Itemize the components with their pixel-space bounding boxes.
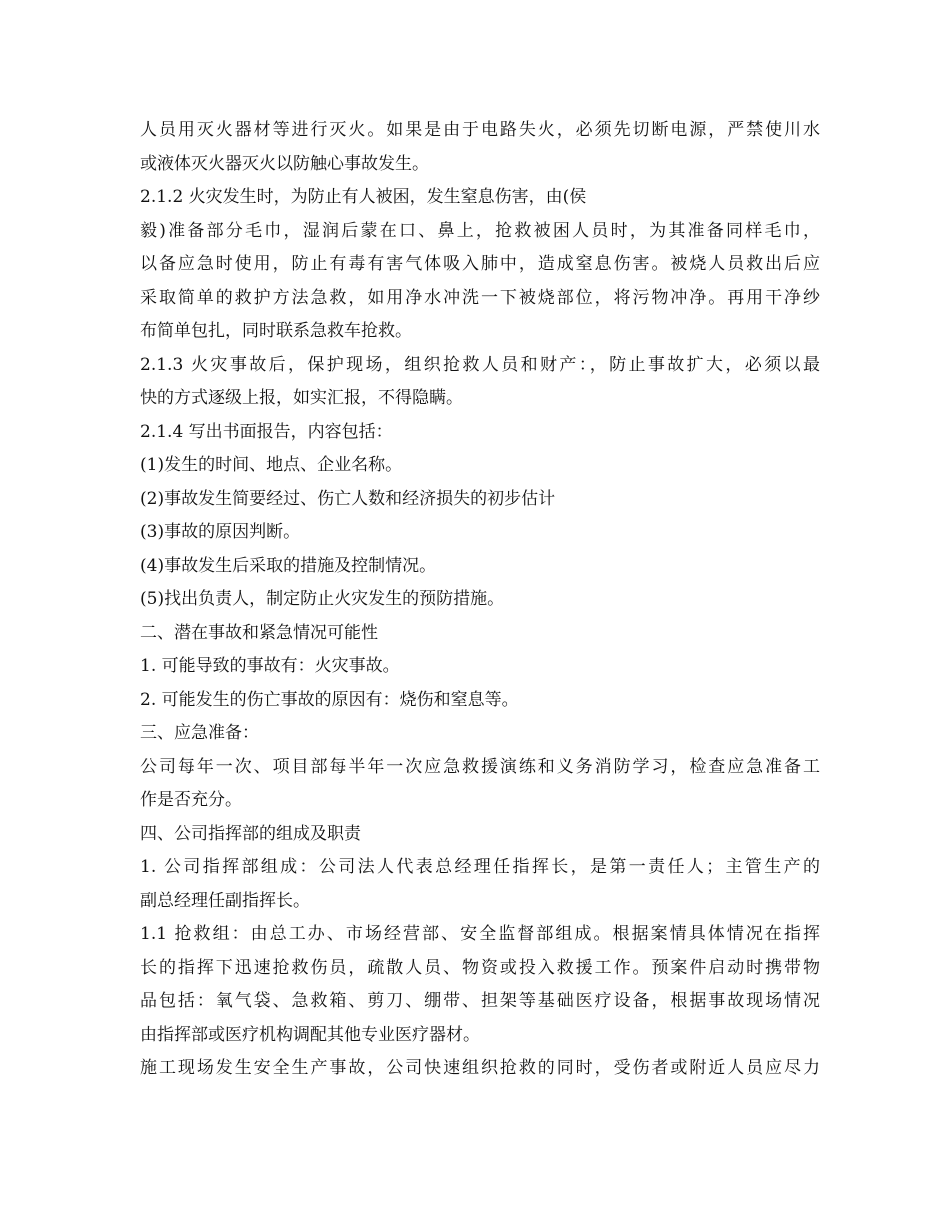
text-line: 采取简单的救护方法急救，如用净水冲洗一下被烧部位，将污物冲净。再用干净纱 (140, 287, 820, 308)
text-line: 布简单包扎，同时联系急救车抢救。 (140, 321, 412, 341)
text-line: 1. 公司指挥部组成：公司法人代表总经理任指挥长，是第一责任人；主管生产的 (140, 857, 820, 877)
list-item: (5)找出负责人，制定防止火灾发生的预防措施。 (140, 589, 505, 609)
text-line: 快的方式逐级上报，如实汇报，不得隐瞒。 (140, 388, 463, 408)
text-line: 或液体灭火器灭火以防触心事故发生。 (140, 153, 429, 174)
text-line: 作是否充分。 (140, 790, 242, 810)
list-item: (2)事故发生简要经过、伤亡人数和经济损失的初步估计 (140, 488, 556, 509)
text-line: 以备应急时使用，防止有毒有害气体吸入肺中，造成窒息伤害。被烧人员救出后应 (140, 254, 820, 274)
document-body (140, 114, 820, 1086)
text-line: 施工现场发生安全生产事故，公司快速组织抢救的同时，受伤者或附近人员应尽力 (140, 1058, 820, 1078)
text-line: 品包括：氧气袋、急救箱、剪刀、绷带、担架等基础医疗设备，根据事故现场情况 (140, 991, 820, 1011)
text-line: 副总经理任副指挥长。 (140, 890, 310, 911)
text-line: 由指挥部或医疗机构调配其他专业医疗器材。 (140, 1024, 480, 1045)
text-line: 公司每年一次、项目部每半年一次应急救援演练和义务消防学习，检查应急准备工 (140, 756, 820, 777)
text-line: 1.1 抢救组：由总工办、市场经营部、安全监督部组成。根据案情具体情况在指挥 (140, 924, 820, 944)
text-line: 毅)准备部分毛巾，湿润后蒙在口、鼻上，抢救被困人员时，为其准备同样毛巾， (140, 220, 820, 241)
text-line: 2. 可能发生的伤亡事故的原因有：烧伤和窒息等。 (140, 689, 519, 710)
list-item: (4)事故发生后采取的措施及控制情况。 (140, 555, 437, 576)
text-line: 2.1.4 写出书面报告，内容包括： (140, 421, 393, 442)
text-line: 1. 可能导致的事故有：火灾事故。 (140, 656, 400, 676)
text-line: 2.1.3 火灾事故后，保护现场，组织抢救人员和财产：，防止事故扩大，必须以最 (140, 354, 820, 375)
list-item: (1)发生的时间、地点、企业名称。 (140, 455, 403, 475)
section-heading: 四、公司指挥部的组成及职责 (140, 823, 361, 844)
text-line: 长的指挥下迅速抢救伤员，疏散人员、物资或投入救援工作。预案件启动时携带物 (140, 957, 820, 978)
list-item: (3)事故的原因判断。 (140, 522, 301, 542)
text-line: 人员用灭火器材等进行灭火。如果是由于电路失火，必须先切断电源，严禁使川水 (140, 120, 820, 140)
section-heading: 三、应急准备： (140, 723, 259, 743)
text-line: 2.1.2 火灾发生时，为防止有人被困，发生窒息伤害，由(侯 (140, 187, 587, 207)
section-heading: 二、潜在事故和紧急情况可能性 (140, 622, 378, 643)
